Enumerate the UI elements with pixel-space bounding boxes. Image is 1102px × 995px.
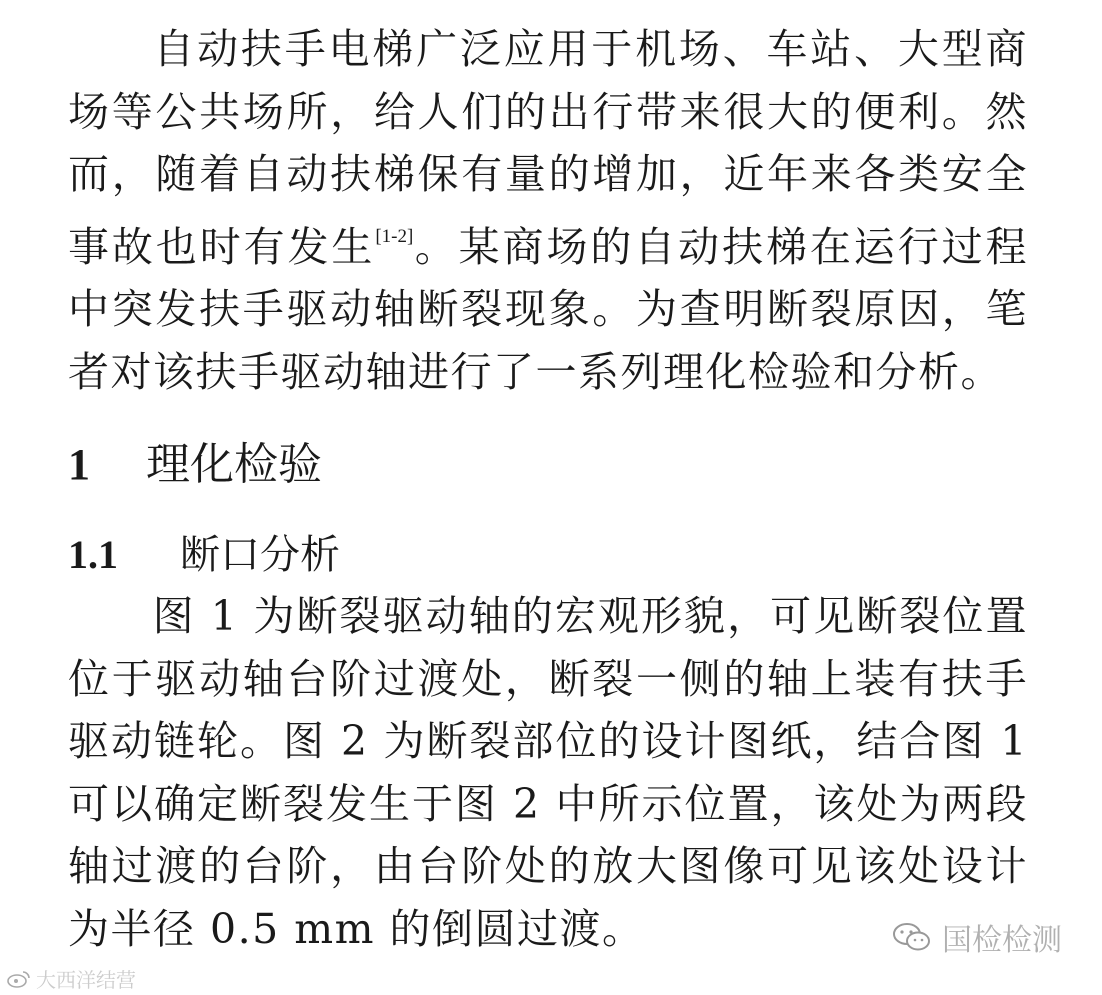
citation-reference: [1-2] bbox=[375, 225, 414, 247]
article-page bbox=[68, 18, 1028, 960]
section-number: 1 bbox=[68, 440, 90, 489]
body-paragraph bbox=[68, 585, 1028, 960]
body-text: 图 1 为断裂驱动轴的宏观形貌，可见断裂位置位于驱动轴台阶过渡处，断裂一侧的轴上装有扶手驱动链轮。图 2 为断裂部位的设计图纸，结合图 1 可以确定断裂发生于图 2 中所示位置，该处为两段轴过渡的台阶，由台阶处的放大图像可见该处设计为半径 0.5 mm 的倒圆过渡。 bbox=[68, 592, 1028, 953]
subsection-number: 1.1 bbox=[68, 532, 118, 577]
wechat-watermark bbox=[892, 915, 1062, 959]
weibo-icon bbox=[6, 969, 32, 989]
subsection-title: 断口分析 bbox=[180, 532, 340, 578]
weibo-watermark bbox=[6, 964, 136, 993]
wechat-account-name: 国检检测 bbox=[942, 923, 1062, 958]
section-heading bbox=[68, 435, 1028, 495]
wechat-icon bbox=[892, 922, 932, 952]
subsection-heading bbox=[68, 527, 1028, 583]
intro-paragraph bbox=[68, 18, 1028, 403]
section-title: 理化检验 bbox=[146, 439, 322, 490]
intro-text-before-ref: 自动扶手电梯广泛应用于机场、车站、大型商场等公共场所，给人们的出行带来很大的便利。然而，随着自动扶梯保有量的增加，近年来各类安全事故也时有发生 bbox=[68, 25, 1028, 271]
intro-text-after-ref: 。某商场的自动扶梯在运行过程中突发扶手驱动轴断裂现象。为查明断裂原因，笔者对该扶手驱动轴进行了一系列理化检验和分析。 bbox=[68, 222, 1029, 396]
weibo-account-name: 大西洋结营 bbox=[36, 968, 136, 992]
